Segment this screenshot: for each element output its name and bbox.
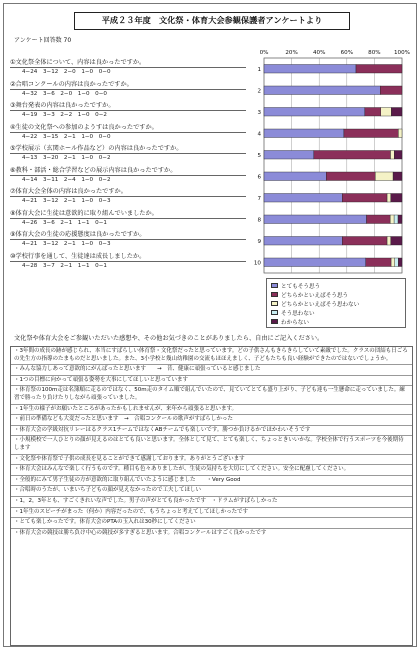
x-tick-label: 0% bbox=[259, 50, 269, 56]
comment-item: ・3年間の成長の跡が感じられ、本当にすばらしい体育祭・文化祭だったと思っています。どの子供さんもきらきらしていて素敵でした。クラスの団結も日ごろの先生方の指導のたまものだと思いました。また、3小学校と幾山幼稚園の交流もほほえましく、子どもたちも良い経験ができたのではないでしょうか。 bbox=[11, 347, 412, 365]
bar-segment bbox=[390, 215, 394, 224]
bar-segment bbox=[264, 151, 314, 160]
comment-item: ・小規模校で一人ひとりの顔が見えるのはとても良いと思います。全体として見て、とても楽しく、ちょっときいいかな。学校全体で行うスポーツを今後期待します bbox=[11, 436, 412, 454]
bar-segment bbox=[391, 237, 402, 246]
bar-segment bbox=[391, 194, 402, 203]
comment-item: ・体育祭の100m走は名簿順に走るのではなく、50m走のタイム順で組んでいたので、見ていてとても盛り上がり、子ども達も一生懸命に走っていました。練習で勝ったり負けたりしながら頑張っていました。 bbox=[11, 386, 412, 404]
bar-segment bbox=[342, 237, 387, 246]
bar-segment bbox=[264, 194, 342, 203]
category-label: 10 bbox=[254, 260, 261, 267]
x-tick-label: 40% bbox=[312, 50, 326, 56]
question-text: ①文化祭全体について、内容は良かったですか。 bbox=[10, 58, 246, 68]
question-text: ⑧体育大会に生徒は意欲的に取り組んでいましたか。 bbox=[10, 209, 246, 219]
legend-swatch bbox=[271, 301, 278, 306]
bar-segment bbox=[264, 86, 380, 95]
comment-item: ・1年生の様子がお願いたところがあったかもしれませんが、来年から頑張ると思います。 bbox=[11, 405, 412, 416]
question-counts: 4−22 3−15 2−1 1−0 0−0 bbox=[22, 133, 111, 140]
question-counts: 4−21 3−12 2−1 1−0 0−3 bbox=[22, 198, 111, 204]
bar-segment bbox=[326, 172, 375, 181]
question-text: ③舞台発表の内容は良かったですか。 bbox=[10, 101, 246, 111]
question-text: ②合唱コンクールの内容は良かったですか。 bbox=[10, 80, 246, 90]
comment-item: ・とても楽しかったです。体育大会のPTAの玉入れは30秒にしてください bbox=[11, 518, 412, 529]
legend-item bbox=[271, 317, 401, 326]
bar-segment bbox=[395, 258, 399, 267]
question-row bbox=[10, 123, 246, 145]
x-tick-label: 100% bbox=[394, 50, 410, 56]
question-counts: 4−28 3−7 2−1 1−1 0−1 bbox=[22, 262, 107, 269]
question-text: ⑩学校行事を通して、生徒達は成長しましたか。 bbox=[10, 252, 246, 262]
bar-segment bbox=[264, 237, 342, 246]
question-row bbox=[10, 187, 246, 209]
page-title: 平成２３年度 文化祭・体育大会参観保護者アンケートより bbox=[74, 12, 350, 30]
bar-segment bbox=[391, 258, 395, 267]
question-text: ⑦体育大会全体の内容は良かったですか。 bbox=[10, 187, 246, 197]
legend-item bbox=[271, 290, 401, 299]
legend-label: とてもそう思う bbox=[281, 283, 321, 290]
question-text: ⑨体育大会の生徒の応援態度は良かったですか。 bbox=[10, 230, 246, 240]
bar-segment bbox=[394, 215, 398, 224]
bar-segment bbox=[314, 151, 391, 160]
comment-item: ・1つの目標に向かって頑張る姿勢を大事にしてほしいと思っています bbox=[11, 376, 412, 387]
category-label: 4 bbox=[257, 131, 261, 138]
comment-item: ・1年生のスピーチがまった（何か）内容だったので、もうちょっと考えてしてほしかったです bbox=[11, 508, 412, 519]
legend-label: どちらかといえばそう思わない bbox=[281, 301, 360, 308]
legend-swatch bbox=[271, 283, 278, 288]
bar-segment bbox=[264, 258, 366, 267]
category-label: 5 bbox=[257, 152, 261, 159]
question-counts: 4−14 3−11 2−4 1−0 0−2 bbox=[22, 176, 111, 183]
legend-item bbox=[271, 299, 401, 308]
bar-segment bbox=[356, 65, 402, 74]
question-counts: 4−13 3−20 2−1 1−0 0−2 bbox=[22, 155, 111, 161]
legend-label: わからない bbox=[281, 319, 309, 326]
chart-legend bbox=[266, 278, 406, 328]
legend-item bbox=[271, 281, 401, 290]
respondent-count: アンケート回答数 70 bbox=[14, 37, 72, 44]
bar-segment bbox=[380, 86, 402, 95]
bar-segment bbox=[391, 108, 402, 117]
question-text: ⑤学校展示（玄関ホール作品など）の内容は良かったですか。 bbox=[10, 144, 246, 154]
question-counts: 4−32 3−6 2−0 1−0 0−0 bbox=[22, 90, 107, 97]
bar-segment bbox=[398, 129, 402, 138]
question-row bbox=[10, 101, 246, 123]
question-row bbox=[10, 209, 246, 231]
question-counts: 4−19 3−3 2−2 1−0 0−2 bbox=[22, 112, 107, 118]
question-counts: 4−24 3−12 2−0 1−0 0−0 bbox=[22, 69, 111, 75]
comment-item: ・合唱時のうたが、いまいち子どもの顔が見えなかったので工夫してほしい bbox=[11, 486, 412, 497]
question-row bbox=[10, 58, 246, 80]
bar-segment bbox=[264, 215, 367, 224]
legend-swatch bbox=[271, 319, 278, 324]
category-label: 2 bbox=[257, 88, 261, 95]
bar-segment bbox=[393, 172, 402, 181]
comment-instructions: 文化祭や体育大会をご参観いただいた感想や、その他お気づきのことがありましたら、自由にご記入ください。 bbox=[14, 335, 324, 342]
legend-label: どちらかといえばそう思う bbox=[281, 292, 349, 299]
legend-swatch bbox=[271, 310, 278, 315]
question-row bbox=[10, 230, 246, 252]
question-row bbox=[10, 166, 246, 188]
bar-segment bbox=[398, 215, 402, 224]
bar-segment bbox=[344, 129, 398, 138]
comment-item: ・前日の準備なども大変だったと思います → 合唱コンクールの歌声がすばらしかった bbox=[11, 415, 412, 426]
bar-segment bbox=[264, 65, 356, 74]
x-tick-label: 20% bbox=[285, 50, 298, 56]
question-row bbox=[10, 252, 246, 274]
category-label: 7 bbox=[257, 195, 261, 202]
question-text: ⑥教科・部活・総合学習などの展示内容は良かったですか。 bbox=[10, 166, 246, 176]
comment-item: ・1，2，3年とも、すごくきれいな声でした。男子の声がとても良かったです ・ドラムがすばらしかった bbox=[11, 497, 412, 508]
bar-segment bbox=[387, 237, 391, 246]
category-label: 9 bbox=[257, 238, 261, 245]
bar-segment bbox=[342, 194, 387, 203]
bar-segment bbox=[264, 108, 365, 117]
bar-segment bbox=[381, 108, 392, 117]
comment-item: ・体育大会はみんなで楽しく行うものです。種目も色々ありましたが、生徒の気持ちを大切にしてください。安全に配慮してください。 bbox=[11, 465, 412, 476]
bar-segment bbox=[367, 215, 391, 224]
category-label: 6 bbox=[257, 174, 261, 181]
category-label: 1 bbox=[257, 66, 261, 73]
legend-swatch bbox=[271, 292, 278, 297]
comment-item: ・体育大会の競技は勝ち負け中心の競技が多すぎると思います。合唱コンクールはすごく良かったです bbox=[14, 529, 267, 536]
category-label: 8 bbox=[257, 217, 261, 224]
comment-item: ・体育大会の学級対抗リレーはるクラス1チームではなくABチームでも楽しいです。勝つか負けるかでほかわいそうです bbox=[11, 426, 412, 437]
x-tick-label: 80% bbox=[368, 50, 381, 56]
bar-segment bbox=[387, 194, 391, 203]
comment-item: ・みんな協力しあって意欲的にがんばったと思います → 昔、健康に頑張っていると感じました bbox=[11, 365, 412, 376]
category-label: 3 bbox=[257, 109, 261, 116]
question-text: ④生徒の文化祭への参加のようすは良かったですか。 bbox=[10, 123, 246, 133]
question-counts: 4−21 3−12 2−1 1−0 0−3 bbox=[22, 241, 111, 247]
legend-item bbox=[271, 308, 401, 317]
bar-segment bbox=[264, 129, 344, 138]
bar-segment bbox=[398, 258, 402, 267]
question-row bbox=[10, 80, 246, 102]
legend-label: そう思わない bbox=[281, 310, 315, 317]
bar-segment bbox=[365, 108, 381, 117]
question-counts: 4−26 3−6 2−1 1−1 0−1 bbox=[22, 219, 107, 226]
x-tick-label: 60% bbox=[340, 50, 354, 56]
bar-segment bbox=[375, 172, 393, 181]
bar-segment bbox=[264, 172, 326, 181]
question-list bbox=[10, 58, 246, 273]
comment-list bbox=[10, 346, 413, 646]
comment-item: ・全般的にみて男子生徒の方が意欲的に取り組んでいたように感じました ・Very Good bbox=[11, 476, 412, 487]
question-row bbox=[10, 144, 246, 166]
comment-item: ・文化祭や体育祭で子供の成長を見ることができて感謝しております。ありがとうございます bbox=[11, 455, 412, 466]
bar-segment bbox=[391, 151, 395, 160]
bar-segment bbox=[394, 151, 402, 160]
bar-segment bbox=[366, 258, 391, 267]
survey-sheet bbox=[3, 3, 417, 647]
stacked-bar-chart bbox=[254, 46, 414, 276]
